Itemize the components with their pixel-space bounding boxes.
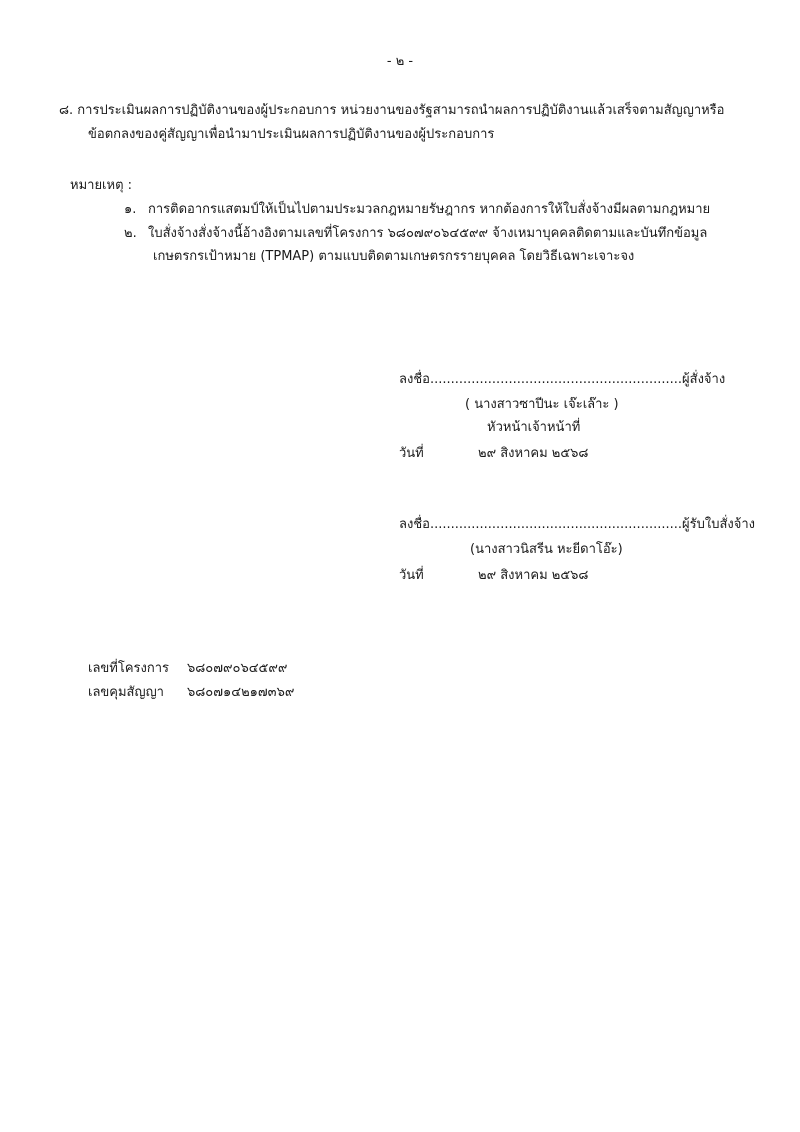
- note-2-continuation: เกษตรกรเป้าหมาย (TPMAP) ตามแบบติดตามเกษตรกรรายบุคคล โดยวิธีเฉพาะเจาะจง: [153, 249, 635, 264]
- note-2-text: ใบสั่งจ้างสั่งจ้างนี้อ้างอิงตามเลขที่โครงการ ๖๘๐๗๙๐๖๔๕๙๙ จ้างเหมาบุคคลติดตามและบันทึกข้อมูล: [148, 226, 708, 241]
- notes-heading: หมายเหตุ :: [70, 178, 133, 193]
- contractor-date-label: วันที่: [399, 568, 424, 583]
- employer-date: ๒๙ สิงหาคม ๒๕๖๘: [478, 446, 589, 461]
- note-1-text: การติดอากรแสตมป์ให้เป็นไปตามประมวลกฎหมายรัษฎากร หากต้องการให้ใบสั่งจ้างมีผลตามกฎหมาย: [148, 202, 711, 217]
- employer-date-label: วันที่: [399, 446, 424, 461]
- employer-position: หัวหน้าเจ้าหน้าที่: [487, 420, 581, 435]
- employer-sign-line: ลงชื่อ.............................................................ผู้สั่งจ้าง: [399, 372, 726, 387]
- contractor-sign-line: ลงชื่อ.............................................................ผู้รับใบสั่งจ้าง: [399, 517, 756, 532]
- project-number-label: เลขที่โครงการ: [88, 661, 170, 676]
- employer-name: ( นางสาวซาปีนะ เจ๊ะเล๊าะ ): [465, 397, 619, 412]
- contract-number-value: ๖๘๐๗๑๔๒๑๗๓๖๙: [187, 685, 295, 700]
- clause-8-line-2: ข้อตกลงของคู่สัญญาเพื่อนำมาประเมินผลการปฏิบัติงานของผู้ประกอบการ: [88, 127, 495, 142]
- clause-8-line-1: ๘. การประเมินผลการปฏิบัติงานของผู้ประกอบการ หน่วยงานของรัฐสามารถนำผลการปฏิบัติงานแล้วเสร็จตามสัญญาหรือ: [59, 103, 725, 118]
- note-1-number: ๑.: [124, 202, 137, 217]
- page-number: - ๒ -: [386, 54, 414, 69]
- contract-number-label: เลขคุมสัญญา: [88, 685, 164, 700]
- contractor-date: ๒๙ สิงหาคม ๒๕๖๘: [478, 568, 589, 583]
- note-2-number: ๒.: [124, 226, 137, 241]
- contractor-name: (นางสาวนิสรีน หะยีดาโอ๊ะ): [470, 542, 623, 557]
- project-number-value: ๖๘๐๗๙๐๖๔๕๙๙: [187, 661, 288, 676]
